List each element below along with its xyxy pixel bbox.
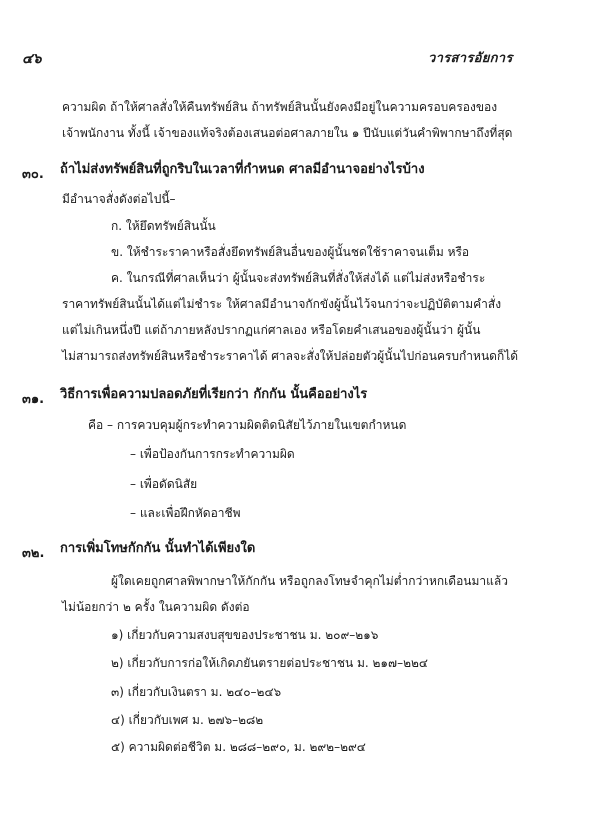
q31-point-1: – เพื่อป้องกันการกระทำความผิด bbox=[130, 447, 295, 461]
q32-item-1: ๑) เกี่ยวกับความสงบสุขของประชาชน ม. ๒๐๙–๒๑๖ bbox=[111, 628, 379, 642]
intro-line-2: เจ้าพนักงาน ทั้งนี้ เจ้าของแท้จริงต้องเสนอต่อศาลภายใน ๑ ปีนับแต่วันคำพิพากษาถึงที่สุด bbox=[62, 126, 513, 140]
question-number-32: ๓๒. bbox=[22, 546, 45, 561]
running-title: วารสารอัยการ bbox=[428, 51, 513, 66]
question-30-heading: ถ้าไม่ส่งทรัพย์สินที่ถูกริบในเวลาที่กำหนด ศาลมีอำนาจอย่างไรบ้าง bbox=[60, 162, 425, 177]
q30-option-b: ข. ให้ชำระราคาหรือสั่งยึดทรัพย์สินอื่นของผู้นั้นชดใช้ราคาจนเต็ม หรือ bbox=[111, 245, 470, 259]
q30-option-c-line-3: แต่ไม่เกินหนึ่งปี แต่ถ้าภายหลังปรากฏแก่ศาลเอง หรือโดยคำเสนอของผู้นั้นว่า ผู้นั้น bbox=[62, 323, 481, 337]
question-31-heading: วิธีการเพื่อความปลอดภัยที่เรียกว่า กักกัน นั้นคืออย่างไร bbox=[60, 387, 368, 402]
q32-lead-line-1: ผู้ใดเคยถูกศาลพิพากษาให้กักกัน หรือถูกลงโทษจำคุกไม่ต่ำกว่าหกเดือนมาแล้ว bbox=[111, 574, 508, 588]
q32-lead-line-2: ไม่น้อยกว่า ๒ ครั้ง ในความผิด ดังต่อ bbox=[62, 600, 250, 614]
q32-item-5: ๕) ความผิดต่อชีวิต ม. ๒๘๘–๒๙๐, ม. ๒๙๒–๒๙๔ bbox=[111, 740, 366, 754]
question-32-heading: การเพิ่มโทษกักกัน นั้นทำได้เพียงใด bbox=[60, 541, 256, 556]
intro-line-1: ความผิด ถ้าให้ศาลสั่งให้คืนทรัพย์สิน ถ้าทรัพย์สินนั้นยังคงมีอยู่ในความครอบครองของ bbox=[62, 100, 498, 114]
q30-lead: มีอำนาจสั่งดังต่อไปนี้– bbox=[62, 192, 176, 206]
q30-option-c-line-2: ราคาทรัพย์สินนั้นได้แต่ไม่ชำระ ให้ศาลมีอำนาจกักขังผู้นั้นไว้จนกว่าจะปฏิบัติตามคำสั่ง bbox=[62, 297, 502, 311]
q30-option-c-line-1: ค. ในกรณีที่ศาลเห็นว่า ผู้นั้นจะส่งทรัพย์สินที่สั่งให้ส่งได้ แต่ไม่ส่งหรือชำระ bbox=[111, 271, 486, 285]
question-number-31: ๓๑. bbox=[22, 392, 45, 407]
q31-point-3: – และเพื่อฝึกหัดอาชีพ bbox=[130, 506, 241, 520]
q30-option-c-line-4: ไม่สามารถส่งทรัพย์สินหรือชำระราคาได้ ศาลจะสั่งให้ปล่อยตัวผู้นั้นไปก่อนครบกำหนดก็ได้ bbox=[62, 349, 519, 363]
q32-item-2: ๒) เกี่ยวกับการก่อให้เกิดภยันตรายต่อประชาชน ม. ๒๑๗–๒๒๔ bbox=[111, 656, 428, 670]
question-number-30: ๓๐. bbox=[22, 167, 44, 182]
q32-item-3: ๓) เกี่ยวกับเงินตรา ม. ๒๔๐–๒๔๖ bbox=[111, 685, 282, 699]
q31-lead: คือ – การควบคุมผู้กระทำความผิดติดนิสัยไว้ภายในเขตกำหนด bbox=[88, 418, 407, 432]
q32-item-4: ๔) เกี่ยวกับเพศ ม. ๒๗๖–๒๘๒ bbox=[111, 713, 264, 727]
q30-option-a: ก. ให้ยึดทรัพย์สินนั้น bbox=[111, 219, 216, 233]
page-number: ๔๖ bbox=[22, 51, 42, 67]
q31-point-2: – เพื่อดัดนิสัย bbox=[130, 477, 198, 491]
